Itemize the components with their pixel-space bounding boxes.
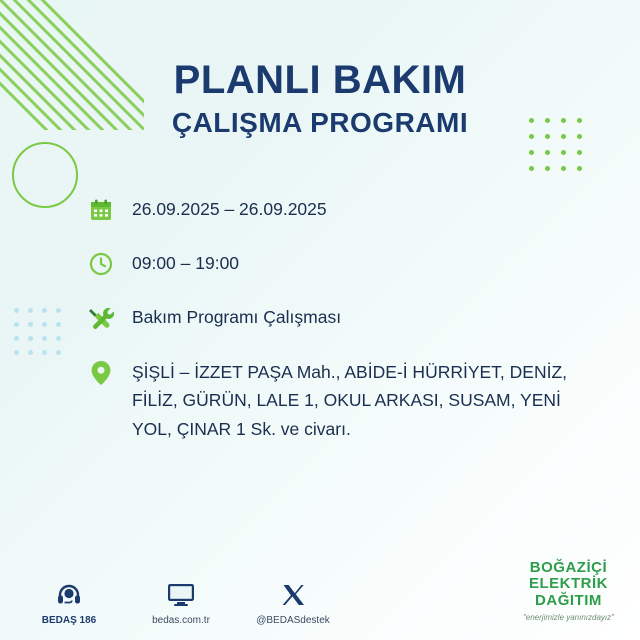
brand-line-3: DAĞITIM [535, 592, 602, 610]
brand-slogan: "enerjimizle yanınızdayız" [522, 613, 614, 622]
footer-item-phone[interactable] [30, 580, 108, 626]
footer-label-social: @BEDASdestek [256, 615, 330, 626]
footer-item-social[interactable] [254, 580, 332, 626]
footer-label-website: bedas.com.tr [152, 615, 210, 626]
tools-icon [84, 306, 118, 336]
detail-text-work: Bakım Programı Çalışması [132, 307, 342, 327]
detail-row-location [84, 358, 594, 443]
location-pin-icon [84, 360, 118, 390]
footer-label-phone: BEDAŞ 186 [41, 615, 97, 626]
detail-text-date: 26.09.2025 – 26.09.2025 [132, 199, 327, 219]
monitor-icon [142, 580, 220, 610]
brand-line-2: ELEKTRİK [528, 575, 608, 593]
detail-row-work [84, 304, 594, 336]
title-line-2: ÇALIŞMA PROGRAMI [171, 107, 469, 138]
detail-row-date [84, 196, 594, 228]
footer-item-website[interactable] [142, 580, 220, 626]
detail-text-time: 09:00 – 19:00 [132, 253, 240, 273]
calendar-icon [84, 198, 118, 228]
detail-row-time [84, 250, 594, 282]
clock-icon [84, 252, 118, 282]
decorative-circle [12, 142, 78, 208]
headset-icon [30, 580, 108, 610]
x-logo-icon [254, 580, 332, 610]
footer-contact-list [30, 580, 332, 626]
detail-list [84, 196, 594, 465]
title-line-1: PLANLI BAKIM [173, 58, 467, 102]
brand-logo [523, 560, 614, 622]
brand-line-1: BOĞAZİÇİ [529, 558, 608, 576]
footer [0, 554, 640, 640]
detail-text-location: ŞİŞLİ – İZZET PAŞA Mah., ABİDE-İ HÜRRİYET, DENİZ, FİLİZ, GÜRÜN, LALE 1, OKUL ARKASI, SUSAM, YENİ YOL, ÇINAR 1 Sk. ve civarı. [132, 362, 568, 439]
decorative-dot-grid-left [14, 308, 61, 355]
page-title [0, 58, 640, 139]
